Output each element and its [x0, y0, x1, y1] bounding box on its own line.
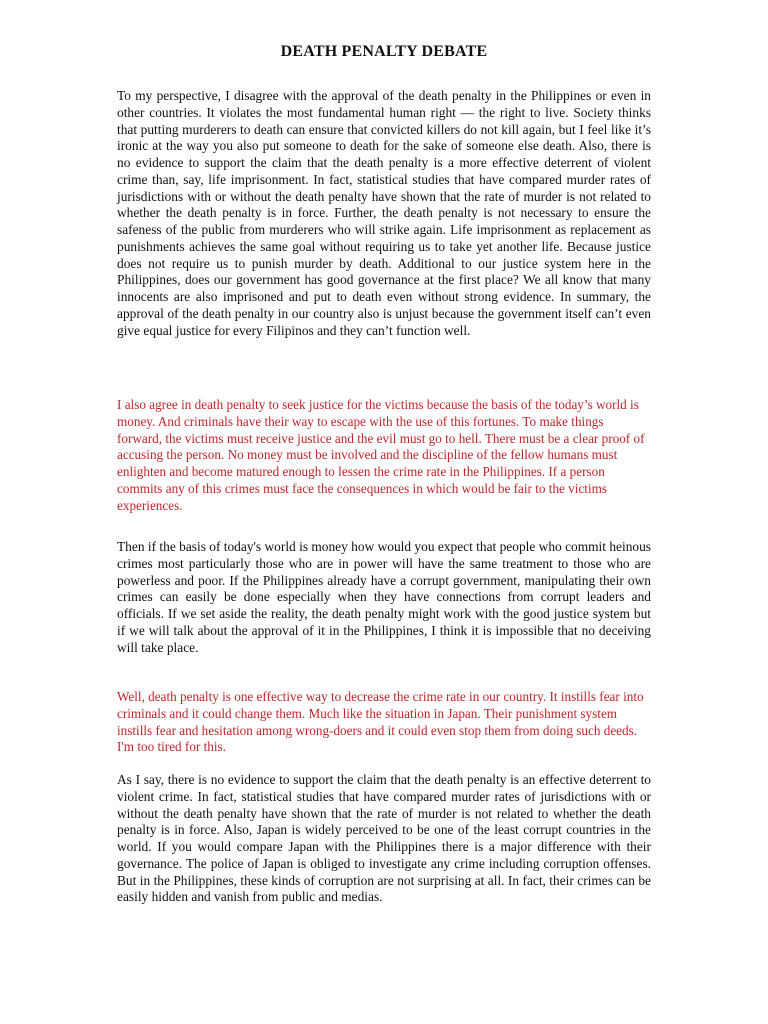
- document-title: DEATH PENALTY DEBATE: [280, 43, 488, 60]
- paragraph-disagree: To my perspective, I disagree with the approval of the death penalty in the Philippines or even in other countries. It violates the most fundamental human right — the right to live. Society thinks that putting murderers to death can ensure that convicted killers do not kill again, but I feel like it’s ironic at the way you also put someone to death for the sake of someone else death. Also, there is no evidence to support the claim that the death penalty is a more effective deterrent of violent crime than, say, life imprisonment. In fact, statistical studies that have compared murder rates of jurisdictions with or without the death penalty have shown that the rate of murder is not related to whether the death penalty is in force. Further, the death penalty is not necessary to ensure the safeness of the public from murderers who will strike again. Life imprisonment as replacement as punishments achieves the same goal without requiring us to take yet another life. Because justice does not require us to punish murder by death. Additional to our justice system here in the Philippines, does our government has good governance at the first place? We all know that many innocents are also imprisoned and put to death even without strong evidence. In summary, the approval of the death penalty in our country also is unjust because the government itself can’t even give equal justice for every Filipinos and they can’t function well.: [117, 88, 651, 338]
- paragraph-no-evidence: As I say, there is no evidence to support the claim that the death penalty is an effective deterrent to violent crime. In fact, statistical studies that have compared murder rates of jurisdictions with or without the death penalty have shown that the rate of murder is not related to whether the death penalty is in force. Also, Japan is widely perceived to be one of the least corrupt countries in the world. If you would compare Japan with the Philippines there is a major difference with their governance. The police of Japan is obliged to investigate any crime including corruption offenses. But in the Philippines, these kinds of corruption are not surprising at all. In fact, their crimes can be easily hidden and vanish from public and medias.: [117, 772, 651, 905]
- paragraph-japan-effective: Well, death penalty is one effective way to decrease the crime rate in our country. It instills fear into criminals and it could change them. Much like the situation in Japan. Their punishment system instills fear and hesitation among wrong-doers and it could even stop them from doing such deeds. I'm too tired for this.: [117, 689, 644, 755]
- paragraph-money-basis: Then if the basis of today's world is money how would you expect that people who commit heinous crimes most particularly those who are in power will have the same treatment to those who are powerless and poor. If the Philippines already have a corrupt government, manipulating their own crimes can easily be done especially when they have connections from corrupt leaders and officials. If we set aside the reality, the death penalty might work with the good justice system but if we will talk about the approval of it in the Philippines, I think it is impossible that no deceiving will take place.: [117, 539, 651, 655]
- paragraph-agree-justice: I also agree in death penalty to seek justice for the victims because the basis of the today’s world is money. And criminals have their way to escape with the use of this fortunes. To make things forward, the victims must receive justice and the evil must go to hell. There must be a clear proof of accusing the person. No money must be involved and the discipline of the fellow humans must enlighten and become matured enough to lessen the crime rate in the Philippines. If a person commits any of this crimes must face the consequences in which would be fair to the victims experiences.: [117, 397, 645, 513]
